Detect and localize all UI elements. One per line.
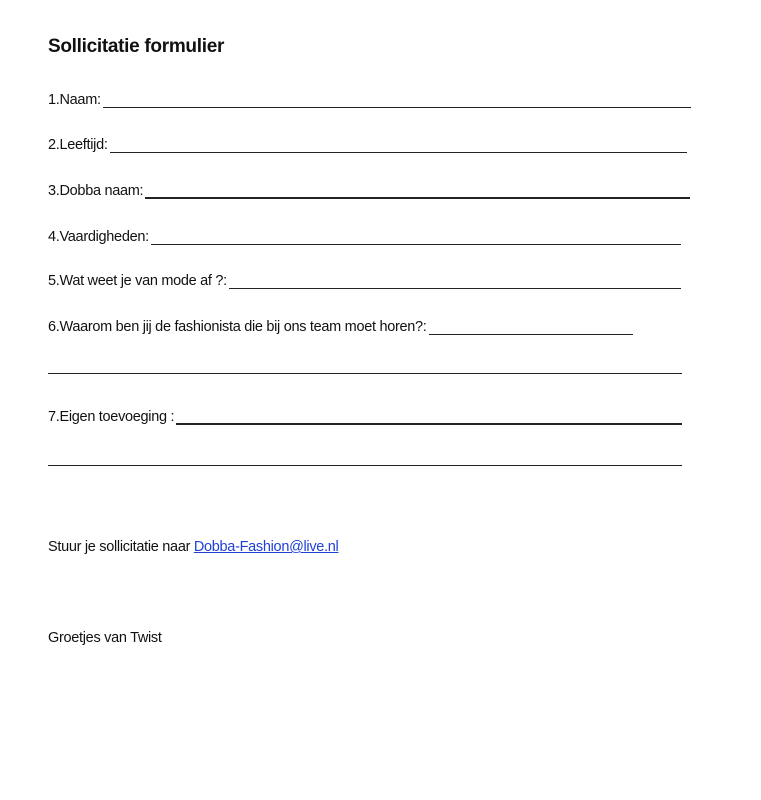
field-leeftijd bbox=[48, 133, 687, 153]
answer-line-vaardigheden[interactable] bbox=[151, 230, 681, 245]
field-label-naam: 1.Naam: bbox=[48, 92, 101, 108]
answer-line-dobba-naam[interactable] bbox=[145, 183, 690, 199]
field-eigen-toevoeging bbox=[48, 405, 682, 425]
field-mode-kennis bbox=[48, 269, 681, 289]
field-dobba-naam bbox=[48, 179, 690, 199]
field-label-mode-kennis: 5.Wat weet je van mode af ?: bbox=[48, 273, 227, 289]
email-link[interactable]: Dobba-Fashion@live.nl bbox=[193, 539, 339, 555]
field-label-waarom: 6.Waarom ben jij de fashionista die bij ons team moet horen?: bbox=[48, 319, 427, 335]
field-waarom bbox=[48, 315, 633, 335]
field-vaardigheden bbox=[48, 225, 681, 245]
answer-line-leeftijd[interactable] bbox=[110, 138, 687, 153]
closing-text: Groetjes van Twist bbox=[48, 630, 162, 646]
answer-line-eigen-toevoeging-extra[interactable] bbox=[48, 465, 682, 466]
field-label-eigen-toevoeging: 7.Eigen toevoeging : bbox=[48, 409, 175, 425]
field-label-vaardigheden: 4.Vaardigheden: bbox=[48, 229, 149, 245]
answer-line-mode-kennis[interactable] bbox=[229, 274, 681, 289]
answer-line-eigen-toevoeging[interactable] bbox=[176, 409, 682, 425]
field-label-leeftijd: 2.Leeftijd: bbox=[48, 137, 108, 153]
document-title: Sollicitatie formulier bbox=[48, 36, 225, 57]
field-label-dobba-naam: 3.Dobba naam: bbox=[48, 183, 144, 199]
answer-line-naam[interactable] bbox=[103, 93, 691, 108]
answer-line-waarom[interactable] bbox=[429, 320, 633, 335]
field-naam bbox=[48, 88, 691, 108]
send-instruction-text: Stuur je sollicitatie naar bbox=[48, 539, 191, 555]
answer-line-waarom-extra[interactable] bbox=[48, 373, 682, 374]
send-instruction bbox=[48, 539, 338, 555]
